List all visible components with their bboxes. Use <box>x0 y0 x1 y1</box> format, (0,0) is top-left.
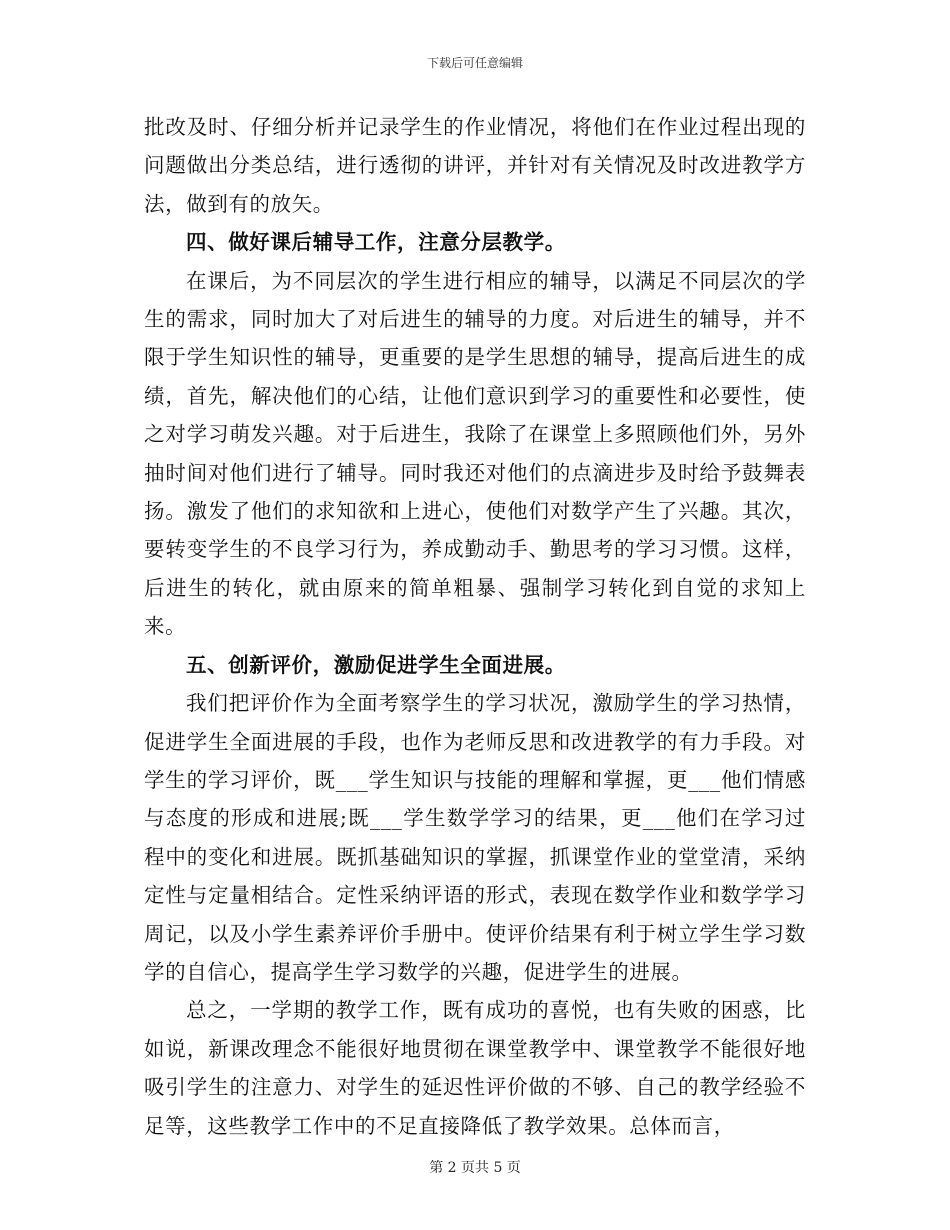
section-heading-5: 五、创新评价，激励促进学生全面进展。 <box>186 652 566 677</box>
paragraph-after-class-tutoring: 在课后，为不同层次的学生进行相应的辅导，以满足不同层次的学生的需求，同时加大了对后进生的辅导的力度。对后进生的辅导，并不限于学生知识性的辅导，更重要的是学生思想的辅导，提高后进生的成绩，首先，解决他们的心结，让他们意识到学习的重要性和必要性，使之对学习萌发兴趣。对于后进生，我除了在课堂上多照顾他们外，另外抽时间对他们进行了辅导。同时我还对他们的点滴进步及时给予鼓舞表扬。激发了他们的求知欲和上进心，使他们对数学产生了兴趣。其次，要转变学生的不良学习行为，养成勤动手、勤思考的学习习惯。这样，后进生的转化，就由原来的简单粗暴、强制学习转化到自觉的求知上来。 <box>144 268 806 639</box>
page-number: 第 2 页共 5 页 <box>429 1160 521 1176</box>
document-body <box>144 108 806 1145</box>
paragraph-evaluation: 我们把评价作为全面考察学生的学习状况，激励学生的学习热情，促进学生全面进展的手段，也作为老师反思和改进教学的有力手段。对学生的学习评价，既___学生知识与技能的理解和掌握，更___他们情感与态度的形成和进展;既___学生数学学习的结果，更___他们在学习过程中的变化和进展。既抓基础知识的掌握，抓课堂作业的堂堂清，采纳定性与定量相结合。定性采纳评语的形式，表现在数学作业和数学学习周记，以及小学生素养评价手册中。使评价结果有利于树立学生学习数学的自信心，提高学生学习数学的兴趣，促进学生的进展。 <box>144 691 806 984</box>
section-heading-4: 四、做好课后辅导工作，注意分层教学。 <box>186 230 566 255</box>
paragraph-homework-review: 批改及时、仔细分析并记录学生的作业情况，将他们在作业过程出现的问题做出分类总结，进行透彻的讲评，并针对有关情况及时改进教学方法，做到有的放矢。 <box>144 115 806 216</box>
page-header: 下载后可任意编辑 <box>426 56 523 70</box>
paragraph-summary: 总之，一学期的教学工作，既有成功的喜悦，也有失败的困惑，比如说，新课改理念不能很好地贯彻在课堂教学中、课堂教学不能很好地吸引学生的注意力、对学生的延迟性评价做的不够、自己的教学经验不足等，这些教学工作中的不足直接降低了教学效果。总体而言， <box>144 998 806 1138</box>
